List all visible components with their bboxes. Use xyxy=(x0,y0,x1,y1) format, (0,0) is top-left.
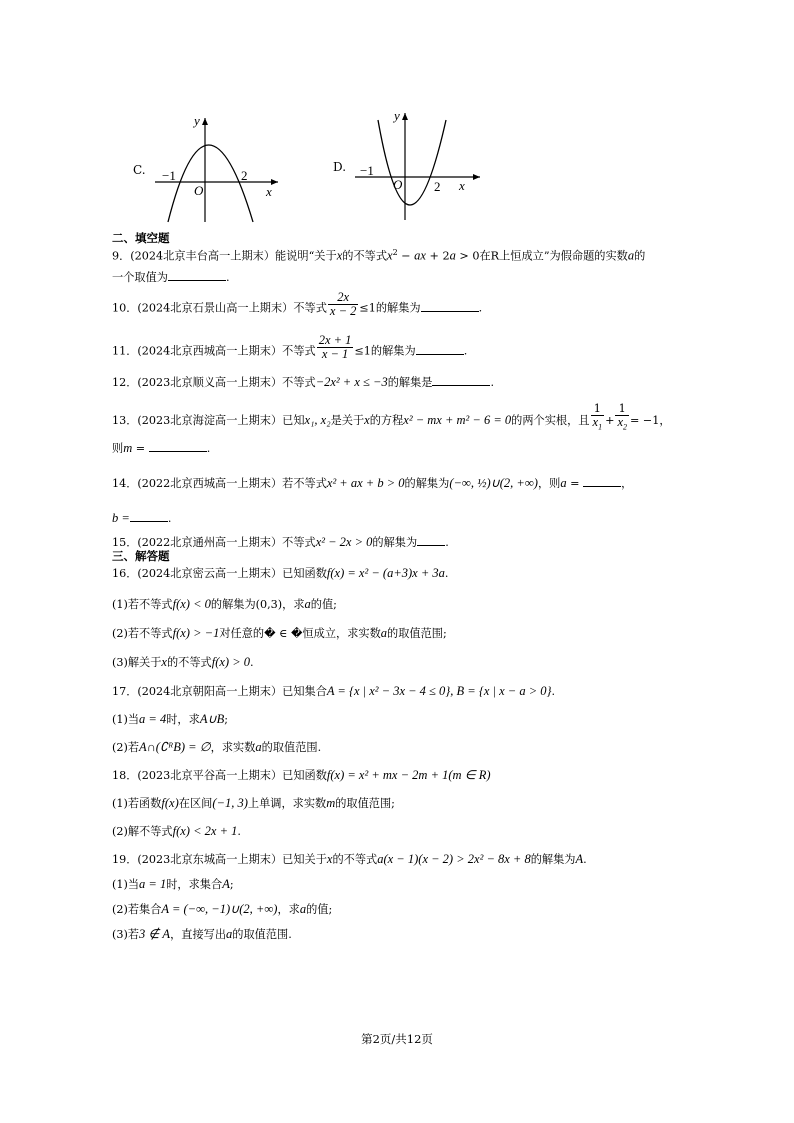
answer-blank[interactable] xyxy=(149,440,207,452)
answer-blank[interactable] xyxy=(130,510,168,522)
answer-blank[interactable] xyxy=(416,343,464,355)
graph-c xyxy=(150,110,285,225)
question-9: 9．(2024北京丰台高一上期末）能说明“关于x的不等式$x^2$ − ax + 2a > 0在R上恒成立”为假命题的实数a的 xyxy=(112,248,646,263)
question-17-part2: (2)若A∩(∁ᴿB) = ∅，求实数a的取值范围. xyxy=(112,740,322,754)
question-18: 18．(2023北京平谷高一上期末）已知函数f(x) = x² + mx − 2m + 1(m ∈ R) xyxy=(112,768,491,782)
question-14: 14．(2022北京西城高一上期末）若不等式x² + ax + b > 0的解集为(−∞, ½)∪(2, +∞)，则a = ， xyxy=(112,476,633,490)
graph-d-tick-pos: 2 xyxy=(434,179,441,194)
graph-c-parabola xyxy=(168,145,253,222)
question-19: 19．(2023北京东城高一上期末）已知关于x的不等式a(x − 1)(x − 2) > 2x² − 8x + 8的解集为A. xyxy=(112,852,587,866)
graph-c-origin: O xyxy=(194,183,204,198)
question-9-line2: 一个取值为 . xyxy=(112,271,230,284)
question-10: 10．(2024北京石景山高一上期末）不等式 $\frac{2x}{x - 2}$ ≤1的解集为 . xyxy=(112,290,483,318)
question-17: 17．(2024北京朝阳高一上期末）已知集合A = {x | x² − 3x − 4 ≤ 0}, B = {x | x − a > 0}. xyxy=(112,684,556,698)
question-14-line2: b = . xyxy=(112,511,172,525)
question-12: 12．(2023北京顺义高一上期末）不等式−2x² + x ≤ −3的解集是 . xyxy=(112,375,495,389)
section-fill-in-title: 二、填空题 xyxy=(112,231,170,245)
question-13: 13．(2023北京海淀高一上期末）已知x₁, x₂是关于x的方程x² − mx + m² − 6 = 0的两个实根，且 $\frac{1}{x_1}$ + $\frac{1}{x_2}$ = −1， xyxy=(112,402,671,432)
question-18-part1: (1)若函数f(x)在区间(−1, 3)上单调，求实数m的取值范围; xyxy=(112,796,395,810)
question-16-part2: (2)若不等式f(x) > −1对任意的� ∈ �恒成立，求实数a的取值范围; xyxy=(112,626,447,640)
graph-d-x-label: x xyxy=(459,178,465,193)
graph-d-origin: O xyxy=(393,177,403,192)
graph-c-tick-pos: 2 xyxy=(241,168,248,183)
answer-blank[interactable] xyxy=(417,534,445,546)
question-19-part2: (2)若集合A = (−∞, −1)∪(2, +∞)，求a的值; xyxy=(112,902,333,916)
answer-blank[interactable] xyxy=(432,374,490,386)
graph-d xyxy=(350,105,485,223)
question-15: 15．(2022北京通州高一上期末）不等式x² − 2x > 0的解集为 . xyxy=(112,535,449,549)
graph-c-y-label: y xyxy=(194,113,200,128)
page-footer: 第2页/共12页 xyxy=(361,1032,433,1046)
graph-d-y-label: y xyxy=(394,108,400,123)
question-16: 16．(2024北京密云高一上期末）已知函数f(x) = x² − (a+3)x + 3a. xyxy=(112,566,449,580)
answer-blank[interactable] xyxy=(168,269,226,281)
question-13-line2: 则m = . xyxy=(112,441,211,455)
graph-c-x-label: x xyxy=(266,184,272,199)
question-19-part1: (1)当a = 1时，求集合A; xyxy=(112,877,234,891)
graph-c-tick-neg: −1 xyxy=(162,168,176,183)
section-answer-title: 三、解答题 xyxy=(112,549,170,563)
answer-blank[interactable] xyxy=(583,475,621,487)
question-18-part2: (2)解不等式f(x) < 2x + 1. xyxy=(112,824,241,838)
option-d-label: D. xyxy=(333,160,347,174)
question-17-part1: (1)当a = 4时，求A∪B; xyxy=(112,712,229,726)
graph-d-tick-neg: −1 xyxy=(360,163,374,178)
question-19-part3: (3)若3 ∉ A，直接写出a的取值范围. xyxy=(112,927,292,941)
option-c-label: C. xyxy=(133,163,146,177)
answer-blank[interactable] xyxy=(421,300,479,312)
question-11: 11．(2024北京西城高一上期末）不等式 $\frac{2x + 1}{x - 1}$ ≤1的解集为 . xyxy=(112,333,468,361)
question-16-part1: (1)若不等式f(x) < 0的解集为(0,3)，求a的值; xyxy=(112,597,337,611)
question-16-part3: (3)解关于x的不等式f(x) > 0. xyxy=(112,655,254,669)
